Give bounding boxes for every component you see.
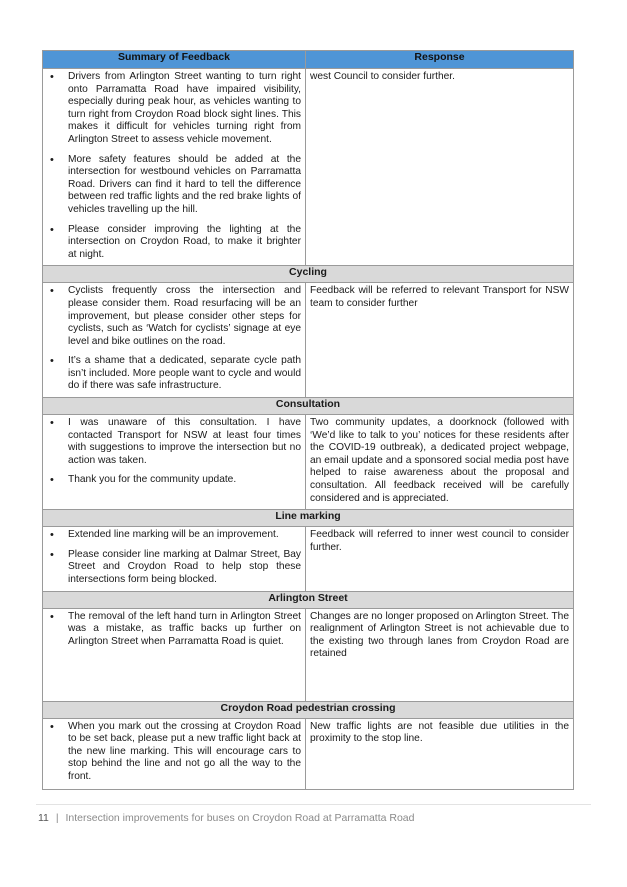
feedback-cell xyxy=(43,283,306,398)
page-number: 11 xyxy=(38,812,49,824)
table-header-row xyxy=(43,51,574,69)
table-row xyxy=(43,527,574,591)
section-title: Cycling xyxy=(43,266,574,283)
feedback-table xyxy=(42,50,574,790)
section-row xyxy=(43,266,574,283)
list-item: • Drivers from Arlington Street wanting to turn right onto Parramatta Road have impaired visibility, especially during peak hour, as vehicles wanting to turn right from Croydon Road block sight lines. This makes it difficult for vehicles turning right from Arlington Street to assess vehicle movement. xyxy=(47,71,301,147)
response-cell xyxy=(306,608,574,701)
feedback-list xyxy=(47,71,301,261)
feedback-list xyxy=(47,417,301,487)
list-item: • Extended line marking will be an improvement. xyxy=(47,529,301,542)
footer-separator: | xyxy=(55,812,59,824)
header-summary-of-feedback: Summary of Feedback xyxy=(43,51,306,69)
feedback-list xyxy=(47,611,301,649)
response-cell xyxy=(306,415,574,510)
response-cell xyxy=(306,527,574,591)
feedback-cell xyxy=(43,527,306,591)
section-row xyxy=(43,398,574,415)
response-text: Two community updates, a doorknock (followed with ‘We’d like to talk to you’ notices for these residents after the COVID-19 outbreak), a dedicated project webpage, an email update and a sponsored social media post have helped to raise awareness about the proposal and consultation. All feedback received will be carefully considered and is appreciated. xyxy=(310,417,569,504)
list-item: • Please consider line marking at Dalmar Street, Bay Street and Croydon Road to help stop these intersections form being blocked. xyxy=(47,549,301,587)
list-item: • When you mark out the crossing at Croydon Road to be set back, please put a new traffic light back at the new line marking. This will encourage cars to stop behind the line and not go all the way to the front. xyxy=(47,721,301,784)
table-row xyxy=(43,608,574,701)
list-item: • It’s a shame that a dedicated, separate cycle path isn’t included. More people want to cycle and would do if there was safe infrastructure. xyxy=(47,355,301,393)
feedback-cell xyxy=(43,69,306,266)
table-row xyxy=(43,718,574,789)
response-text: Feedback will referred to inner west council to consider further. xyxy=(310,529,569,553)
response-cell xyxy=(306,718,574,789)
feedback-list xyxy=(47,529,301,586)
table-row xyxy=(43,415,574,510)
table-row xyxy=(43,69,574,266)
response-text: Feedback will be referred to relevant Transport for NSW team to consider further xyxy=(310,285,569,309)
list-item: • Please consider improving the lighting at the intersection on Croydon Road, to make it brighter at night. xyxy=(47,224,301,262)
section-title: Croydon Road pedestrian crossing xyxy=(43,701,574,718)
feedback-list xyxy=(47,721,301,784)
header-response: Response xyxy=(306,51,574,69)
page-footer xyxy=(38,812,415,824)
section-row xyxy=(43,591,574,608)
list-item: • The removal of the left hand turn in Arlington Street was a mistake, as traffic backs up further on Arlington Street when Parramatta Road is quiet. xyxy=(47,611,301,649)
footer-divider xyxy=(36,804,591,805)
list-item: • More safety features should be added at the intersection for westbound vehicles on Parramatta Road. Drivers can find it hard to tell the difference between red traffic lights and the red brake lights of vehicles travelling up the hill. xyxy=(47,154,301,217)
feedback-cell xyxy=(43,608,306,701)
response-text: New traffic lights are not feasible due utilities in the proximity to the stop line. xyxy=(310,720,569,745)
feedback-cell xyxy=(43,718,306,789)
list-item: • I was unaware of this consultation. I have contacted Transport for NSW at least four times with suggestions to improve the intersection but no action was taken. xyxy=(47,417,301,467)
response-text: west Council to consider further. xyxy=(310,71,455,82)
document-title: Intersection improvements for buses on Croydon Road at Parramatta Road xyxy=(65,812,415,824)
response-cell xyxy=(306,69,574,266)
section-title: Arlington Street xyxy=(43,591,574,608)
document-page xyxy=(42,50,573,790)
list-item: • Thank you for the community update. xyxy=(47,474,301,487)
section-row xyxy=(43,510,574,527)
section-title: Line marking xyxy=(43,510,574,527)
list-item: • Cyclists frequently cross the intersection and please consider them. Road resurfacing will be an improvement, but please consider other steps for cyclists, such as ‘Watch for cyclists’ signage at eye level and bike outlines on the road. xyxy=(47,285,301,348)
table-row xyxy=(43,283,574,398)
feedback-cell xyxy=(43,415,306,510)
section-title: Consultation xyxy=(43,398,574,415)
section-row xyxy=(43,701,574,718)
response-text: Changes are no longer proposed on Arlington Street. The realignment of Arlington Street is not achievable due to the existing two through lanes from Croydon Road are retained xyxy=(310,610,569,660)
feedback-list xyxy=(47,285,301,393)
response-cell xyxy=(306,283,574,398)
